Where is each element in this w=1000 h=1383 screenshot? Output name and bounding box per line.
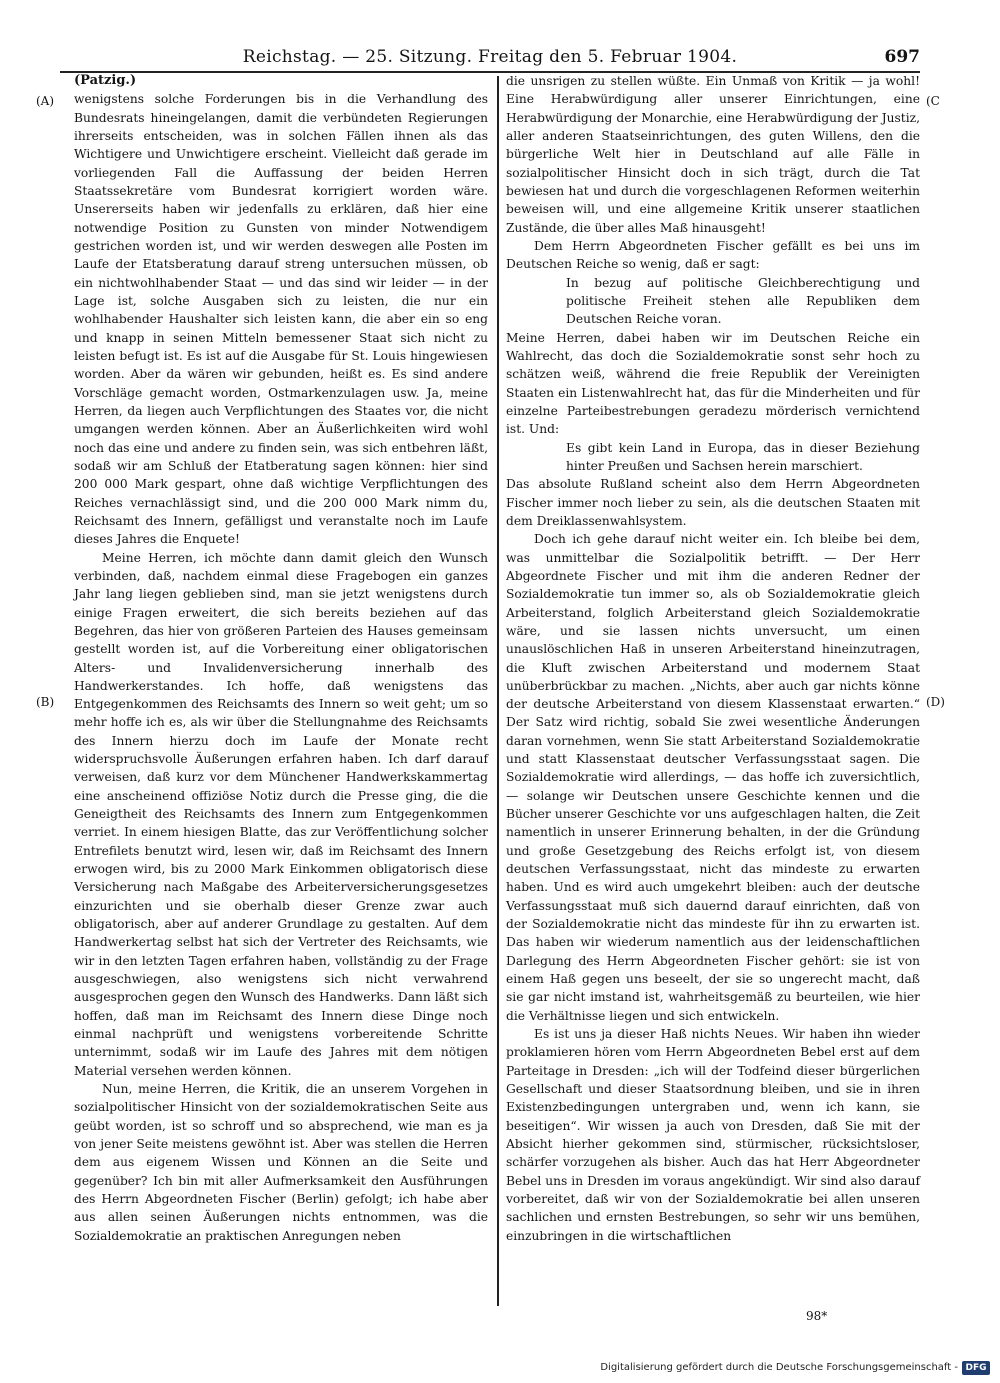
column-divider — [497, 76, 499, 1306]
right-column — [506, 72, 920, 1245]
paragraph: Nun, meine Herren, die Kritik, die an unserem Vorgehen in sozialpolitischer Hinsicht von der sozialdemokratischen Seite aus geübt worden, ist so schroff und so absprechend, wie man es ja von jener Seite meistens gewöhnt ist. Aber was stellen die Herren dem aus eigenem Wissen und Können an die Seite und gegenüber? Ich bin mit aller Aufmerksamkeit den Ausführungen des Herrn Abgeordneten Fischer (Berlin) gefolgt; ich habe aber aus allen seinen Äußerungen nichts entnommen, was die Sozialdemokratie an praktischen Anregungen neben — [74, 1082, 488, 1243]
paragraph: Es ist uns ja dieser Haß nichts Neues. Wir haben ihn wieder proklamieren hören vom Herrn Abgeordneten Bebel erst auf dem Parteitage in Dresden: „ich will der Todfeind dieser bürgerlichen Gesellschaft und dieser Staatsordnung bleiben, und sie in ihren Existenzbedingungen untergraben und, wenn ich kann, sie beseitigen“. Wir wissen ja auch von Dresden, daß Sie mit der Absicht hierher gekommen sind, stürmischer, rücksichtsloser, schärfer vorzugehen als bisher. Auch das hat Herr Abgeordneter Bebel uns in Dresden im voraus angekündigt. Wir sind also darauf vorbereitet, daß wir von der Sozialdemokratie bei allen unseren sachlichen und ernsten Bestrebungen, so sehr wir uns bemühen, einzubringen in die wirtschaftlichen — [506, 1027, 920, 1243]
footer-text: Digitalisierung gefördert durch die Deutsche Forschungsgemeinschaft - — [600, 1362, 958, 1373]
digitization-footer — [600, 1358, 994, 1378]
paragraph: Das absolute Rußland scheint also dem Herrn Abgeordneten Fischer immer noch lieber zu sein, als die deutschen Staaten mit dem Dreiklassenwahlsystem. — [506, 477, 920, 528]
paragraph: Dem Herrn Abgeordneten Fischer gefällt es bei uns im Deutschen Reiche so wenig, daß er sagt: — [506, 238, 920, 272]
paragraph: Meine Herren, ich möchte dann damit gleich den Wunsch verbinden, daß, nachdem einmal diese Fragebogen ein ganzes Jahr lang liegen geblieben sind, man sie jetzt wenigstens durch einige Fragen erweitert, die sich bereits beziehen auf das Begehren, das hier von größeren Parteien des Hauses gemeinsam gestellt worden ist, auf die Vorbereitung einer obligatorischen Alters- und Invalidenversicherung innerhalb des Handwerkerstandes. Ich hoffe, daß wenigstens das Entgegenkommen des Reichsamts des Innern so weit geht; um so mehr hoffe ich es, als wir über die Stellungnahme des Reichsamts des Innern hierzu doch im Laufe der Monate recht widerspruchsvolle Äußerungen erfahren haben. Ich darf darauf verweisen, daß kurz vor dem Münchener Handwerkskammertag eine anscheinend offiziöse Notiz durch die Presse ging, die die Geneigtheit des Reichsamts des Innern zum Entgegenkommen verriet. In einem hiesigen Blatte, das zur Veröffentlichung solcher Entrefilets benutzt wird, lesen wir, daß im Reichsamt des Innern erwogen wird, bis zu 2000 Mark Einkommen obligatorisch diese Versicherung nach Maßgabe des Arbeiterversicherungsgesetzes einzurichten und sie oberhalb dieser Grenze zwar auch obligatorisch, aber auf anderer Grundlage zu gestalten. Auf dem Handwerkertag selbst hat sich der Vertreter des Reichsamts, wie wir in den letzten Tagen erfahren haben, vollständig zu der Frage ausgeschwiegen, also wenigstens sich nicht verwahrend ausgesprochen gegen den Wunsch des Handwerks. Dann läßt sich hoffen, daß man im Reichsamt des Innern diese Dinge noch einmal nachprüft und wenigstens vorbereitende Schritte unternimmt, sodaß wir im Laufe des Jahres mit dem nötigen Material versehen werden können. — [74, 550, 488, 1078]
margin-mark-b: (B) — [36, 695, 55, 709]
block-quote: In bezug auf politische Gleichberechtigung und politische Freiheit stehen alle Republiken dem Deutschen Reiche voran. — [566, 275, 920, 327]
margin-mark-c: (C — [926, 94, 940, 108]
header-title: Reichstag. — 25. Sitzung. Freitag den 5. Februar 1904. — [242, 47, 738, 67]
sheet-signature: 98* — [806, 1309, 828, 1323]
paragraph: die unsrigen zu stellen wüßte. Ein Unmaß von Kritik — ja wohl! Eine Herabwürdigung aller unserer Einrichtungen, eine Herabwürdigung der Monarchie, eine Herabwürdigung der Justiz, aller anderen Staatseinrichtungen, des guten Willens, den die bürgerliche Welt hier in Deutschland auf alle Fälle in sozialpolitischer Hinsicht doch in sich trägt, durch die Tat bewiesen hat und durch die vorgeschlagenen Reformen weiterhin beweisen will, und eine allgemeine Kritik unserer staatlichen Zustände, die über alles Maß hinausgeht! — [506, 74, 920, 235]
page-header — [60, 44, 920, 70]
dfg-logo: DFG — [962, 1361, 990, 1375]
paragraph: Doch ich gehe darauf nicht weiter ein. Ich bleibe bei dem, was unmittelbar die Sozialpolitik betrifft. — Der Herr Abgeordnete Fischer und mit ihm die anderen Redner der Sozialdemokratie tun immer so, als ob Sozialdemokratie gleich Arbeiterstand, folglich Arbeiterstand gleich Sozialdemokratie wäre, und sie lassen nichts unversucht, um einen unauslöschlichen Haß in unseren Arbeiterstand hineinzutragen, die Kluft zwischen Arbeiterstand und modernem Staat unüberbrückbar zu machen. „Nichts, aber auch gar nichts könne der deutsche Arbeiterstand von diesem Klassenstaat erwarten.“ Der Satz wird richtig, sobald Sie zwei wesentliche Änderungen daran vornehmen, wenn Sie statt Arbeiterstand Sozialdemokratie und statt Klassenstaat deutscher Verfassungsstaat sagen. Die Sozialdemokratie wird allerdings, — das hoffe ich zuversichtlich, — solange wir Deutschen unsere Geschichte kennen und die Bücher unserer Geschichte vor uns aufgeschlagen halten, die Zeit namentlich in unserer Erinnerung behalten, in der die Gründung und große Gesetzgebung des Reichs erfolgt ist, von diesem deutschen Verfassungsstaat, nicht das mindeste zu erwarten haben. Und es wird auch umgekehrt bleiben: auch der deutsche Verfassungsstaat muß sich dauernd darauf einrichten, daß von der Sozialdemokratie nicht das mindeste für ihn zu erwarten ist. Das haben wir wiederum namentlich aus der leidenschaftlichen Darlegung des Herrn Abgeordneten Fischer gehört: sie ist von einem Haß gegen uns beseelt, der sie so ungerecht macht, daß sie gar nicht imstand ist, wahrheitsgemäß zu beurteilen, wie hier die Verhältnisse liegen und sich entwickeln. — [506, 532, 920, 1023]
speaker-name: (Patzig.) — [74, 73, 137, 88]
paragraph: Meine Herren, dabei haben wir im Deutschen Reiche ein Wahlrecht, das doch die Sozialdemokratie sonst sehr hoch zu schätzen weiß, während die freie Republik der Vereinigten Staaten ein Listenwahlrecht hat, das für die Minderheiten und für einzelne Parteibestrebungen geradezu mörderisch vernichtend ist. Und: — [506, 330, 920, 437]
block-quote: Es gibt kein Land in Europa, das in dieser Beziehung hinter Preußen und Sachsen herein marschiert. — [566, 440, 920, 473]
margin-mark-d: (D) — [926, 695, 945, 709]
left-column — [74, 72, 488, 1245]
page-number: 697 — [884, 47, 920, 67]
margin-mark-a: (A) — [36, 94, 55, 108]
paragraph: wenigstens solche Forderungen bis in die Verhandlung des Bundesrats hineingelangen, damit die verbündeten Regierungen ihrerseits entscheiden, was in solchen Fällen ihnen als das Wichtigere und Unwichtigere erscheint. Vielleicht daß gerade im vorliegenden Fall die Auffassung der beiden Herren Staatssekretäre vom Bundesrat korrigiert worden wäre. Unsererseits haben wir jedenfalls zu erklären, daß hier eine notwendige Position zu Gunsten von minder Notwendigem gestrichen worden ist, und wir werden deswegen alle Posten im Laufe der Etatsberatung darauf streng untersuchen müssen, ob ein nichtwohlhabender Staat — und das sind wir leider — in der Lage ist, solche Ausgaben sich zu leisten, die nur ein wohlhabender Haushalter sich leisten kann, die aber ein so eng und knapp in seinen Mitteln bemessener Staat sich nicht zu leisten befugt ist. Es ist auf die Ausgabe für St. Louis hingewiesen worden. Aber da wären wir gebunden, heißt es. Es sind andere Vorschläge gemacht worden, Ostmarkenzulagen usw. Ja, meine Herren, da liegen auch Verpflichtungen des Staates vor, die nicht umgangen werden können. Aber an Äußerlichkeiten wird wohl noch das eine und andere zu finden sein, was sich entbehren läßt, sodaß wir am Schluß der Etatberatung sagen können: hier sind 200 000 Mark gespart, ohne daß wichtige Verpflichtungen des Reiches vernachlässigt sind, und die 200 000 Mark nimm du, Reichsamt des Innern, gefälligst und veranstalte noch im Laufe dieses Jahres die Enquete! — [74, 92, 488, 547]
